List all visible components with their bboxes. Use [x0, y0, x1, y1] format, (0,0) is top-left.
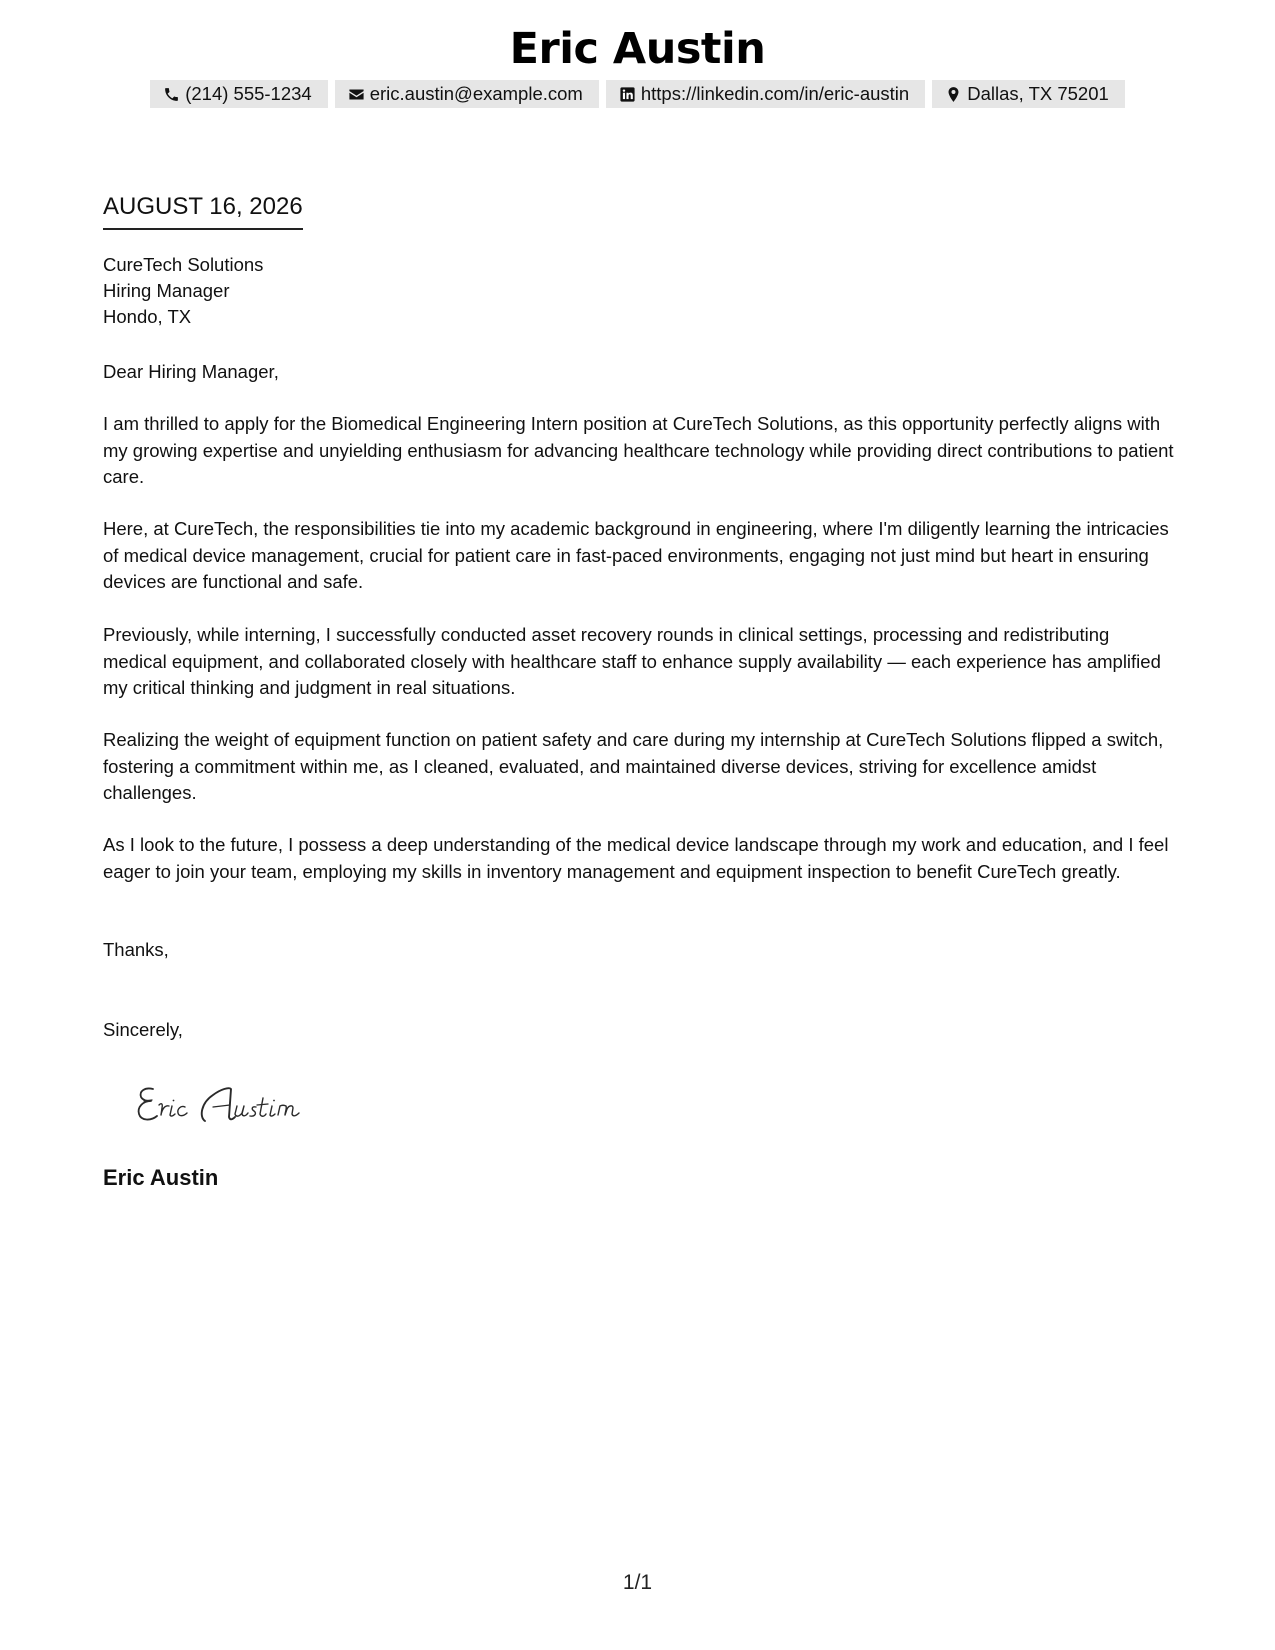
- thanks-text: Thanks,: [103, 939, 169, 960]
- paragraph-1: [103, 411, 1178, 491]
- phone-icon: [163, 86, 180, 103]
- paragraph-text: Previously, while interning, I successfully conducted asset recovery rounds in clinical settings, processing and redistributing medical equipment, and collaborated closely with healthcare staff to enhance supply availability — each experience has amplified my critical thinking and judgment in real situations.: [103, 624, 1161, 698]
- recipient-block: [103, 252, 263, 330]
- contact-email: [335, 80, 599, 108]
- closing-text: Sincerely,: [103, 1019, 183, 1040]
- contact-bar: [0, 80, 1275, 108]
- paragraph-text: Here, at CureTech, the responsibilities tie into my academic background in engineering, where I'm diligently learning the intricacies of medical device management, crucial for patient care in fast-paced environments, engaging not just mind but heart in ensuring devices are functional and safe.: [103, 518, 1169, 592]
- linkedin-text: https://linkedin.com/in/eric-austin: [640, 83, 910, 104]
- paragraph-3: [103, 622, 1178, 702]
- paragraph-text: Realizing the weight of equipment function on patient safety and care during my internship at CureTech Solutions flipped a switch, fostering a commitment within me, as I cleaned, evaluated, and maintained diverse devices, striving for excellence amidst challenges.: [103, 729, 1164, 803]
- letter-date: AUGUST 16, 2026: [103, 192, 303, 230]
- salutation: [103, 359, 1178, 386]
- paragraph-text: I am thrilled to apply for the Biomedical Engineering Intern position at CureTech Solutions, as this opportunity perfectly aligns with my growing expertise and unyielding enthusiasm for advancing healthcare technology while providing direct contributions to patient care.: [103, 413, 1174, 487]
- linkedin-icon: [619, 86, 636, 103]
- phone-text: (214) 555-1234: [185, 83, 312, 104]
- applicant-name-heading: Eric Austin: [509, 24, 766, 74]
- thanks-line: [103, 937, 1178, 964]
- signer-name: Eric Austin: [103, 1165, 219, 1190]
- recipient-company: CureTech Solutions: [103, 254, 264, 275]
- map-marker-icon: [945, 86, 962, 103]
- handwritten-signature: [135, 1077, 335, 1127]
- closing-line: [103, 1017, 1178, 1044]
- recipient-title: Hiring Manager: [103, 280, 230, 301]
- location-text: Dallas, TX 75201: [967, 83, 1109, 104]
- contact-linkedin: [606, 80, 925, 108]
- paragraph-4: [103, 727, 1178, 807]
- envelope-icon: [348, 86, 365, 103]
- salutation-text: Dear Hiring Manager,: [103, 361, 279, 382]
- recipient-location: Hondo, TX: [103, 306, 192, 327]
- page-number: 1/1: [622, 1571, 653, 1594]
- paragraph-2: [103, 516, 1178, 596]
- contact-location: [932, 80, 1125, 108]
- email-text: eric.austin@example.com: [369, 83, 583, 104]
- paragraph-5: [103, 832, 1178, 885]
- paragraph-text: As I look to the future, I possess a deep understanding of the medical device landscape through my work and education, and I feel eager to join your team, employing my skills in inventory management and equipment inspection to benefit CureTech greatly.: [103, 834, 1169, 882]
- contact-phone: [150, 80, 328, 108]
